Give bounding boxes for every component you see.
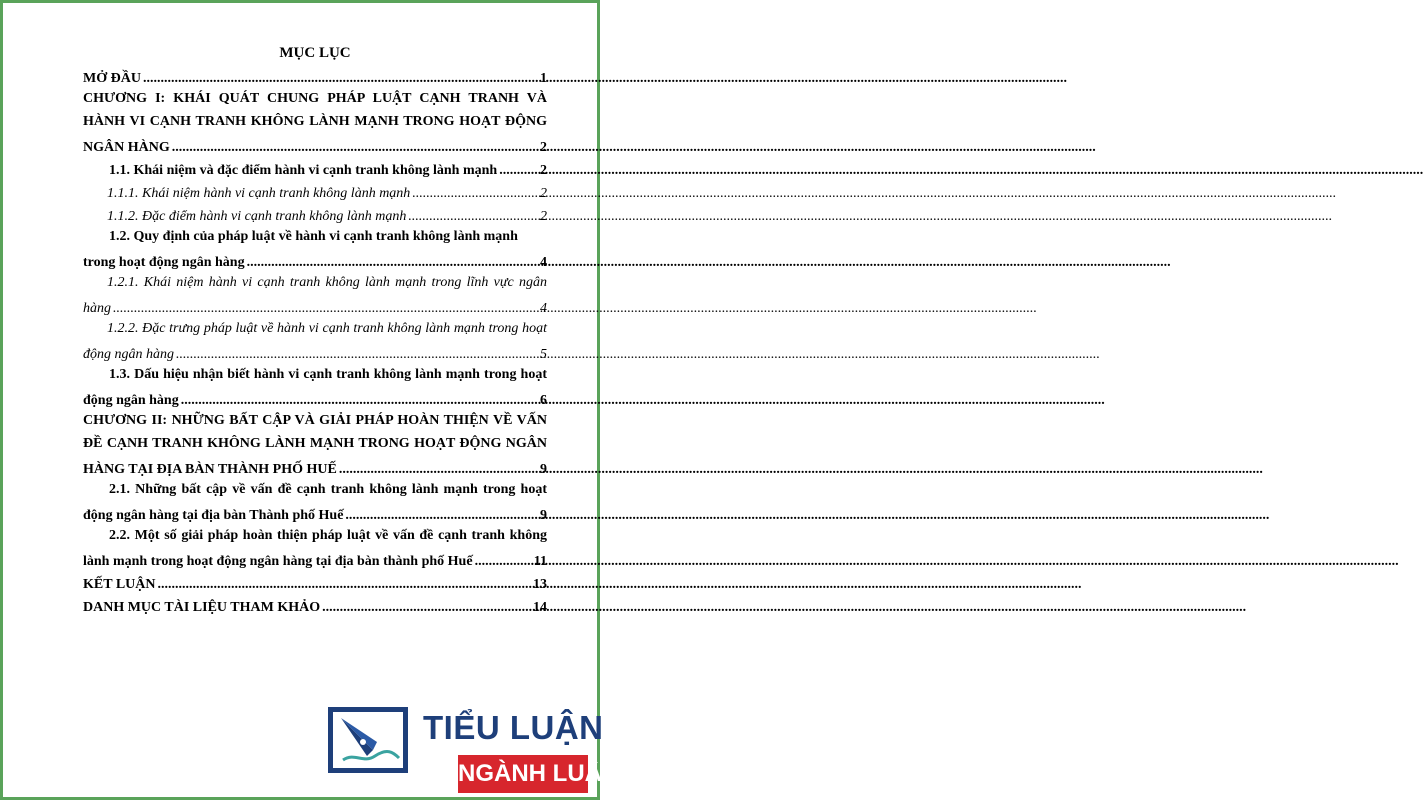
toc-entry-1-3[interactable]: 1.3. Dấu hiệu nhận biết hành vi cạnh tranh không lành mạnh trong hoạt động ngân hàng ..... 6 <box>83 363 547 409</box>
toc-entry-1-2[interactable]: 1.2. Quy định của pháp luật về hành vi cạnh tranh không lành mạnh trong hoạt động ngân hàng ..... 4 <box>83 225 547 271</box>
page-number: 4 <box>540 301 547 316</box>
logo-subtitle: NGÀNH LUẬT <box>458 755 588 793</box>
page-number: 13 <box>533 577 547 592</box>
toc-entry-1-2-1[interactable]: 1.2.1. Khái niệm hành vi cạnh tranh không lành mạnh trong lĩnh vực ngân hàng ..... 4 <box>83 271 547 317</box>
page-number: 14 <box>533 600 547 615</box>
page-number: 6 <box>540 393 547 408</box>
toc-entry-1-1[interactable]: 1.1. Khái niệm và đặc điểm hành vi cạnh tranh không lành mạnh ..... 2 <box>83 156 547 179</box>
page-number: 9 <box>540 462 547 477</box>
table-of-contents <box>83 42 547 616</box>
toc-entry-chuong-1[interactable]: CHƯƠNG I: KHÁI QUÁT CHUNG PHÁP LUẬT CẠNH TRANH VÀ HÀNH VI CẠNH TRANH KHÔNG LÀNH MẠNH TRONG HOẠT ĐỘNG NGÂN HÀNG ..... 2 <box>83 87 547 156</box>
pen-nib-icon <box>328 707 408 773</box>
toc-title: MỤC LỤC <box>279 45 351 61</box>
toc-entry-1-1-1[interactable]: 1.1.1. Khái niệm hành vi cạnh tranh không lành mạnh ..... 2 <box>83 179 547 202</box>
brand-logo <box>328 707 617 793</box>
page-number: 2 <box>540 163 547 178</box>
toc-entry-2-2[interactable]: 2.2. Một số giải pháp hoàn thiện pháp luật về vấn đề cạnh tranh không lành mạnh trong hoạt động ngân hàng tại địa bàn thành phố Huế ..... 11 <box>83 524 547 570</box>
toc-entry-chuong-2[interactable]: CHƯƠNG II: NHỮNG BẤT CẬP VÀ GIẢI PHÁP HOÀN THIỆN VỀ VẤN ĐỀ CẠNH TRANH KHÔNG LÀNH MẠNH TRONG HOẠT ĐỘNG NGÂN HÀNG TẠI ĐỊA BÀN THÀNH PHỐ HUẾ ..... 9 <box>83 409 547 478</box>
page-number: 2 <box>540 209 547 224</box>
toc-entry-1-2-2[interactable]: 1.2.2. Đặc trưng pháp luật về hành vi cạnh tranh không lành mạnh trong hoạt động ngân hàng ..... 5 <box>83 317 547 363</box>
page-number: 2 <box>540 140 547 155</box>
page-number: 4 <box>540 255 547 270</box>
toc-entry-ket-luan[interactable]: KẾT LUẬN ..... 13 <box>83 570 547 593</box>
toc-entry-tai-lieu[interactable]: DANH MỤC TÀI LIỆU THAM KHẢO ..... 14 <box>83 593 547 616</box>
toc-entry-2-1[interactable]: 2.1. Những bất cập về vấn đề cạnh tranh không lành mạnh trong hoạt động ngân hàng tại địa bàn Thành phố Huế ..... 9 <box>83 478 547 524</box>
page-number: 1 <box>540 71 547 86</box>
toc-entry-1-1-2[interactable]: 1.1.2. Đặc điểm hành vi cạnh tranh không lành mạnh ..... 2 <box>83 202 547 225</box>
page-number: 9 <box>540 508 547 523</box>
toc-entry-mo-dau[interactable]: MỞ ĐẦU ..... 1 <box>83 64 547 87</box>
logo-title: TIỂU LUẬN <box>423 709 604 746</box>
page-number: 5 <box>540 347 547 362</box>
page-number: 11 <box>533 554 547 569</box>
page-number: 2 <box>540 186 547 201</box>
